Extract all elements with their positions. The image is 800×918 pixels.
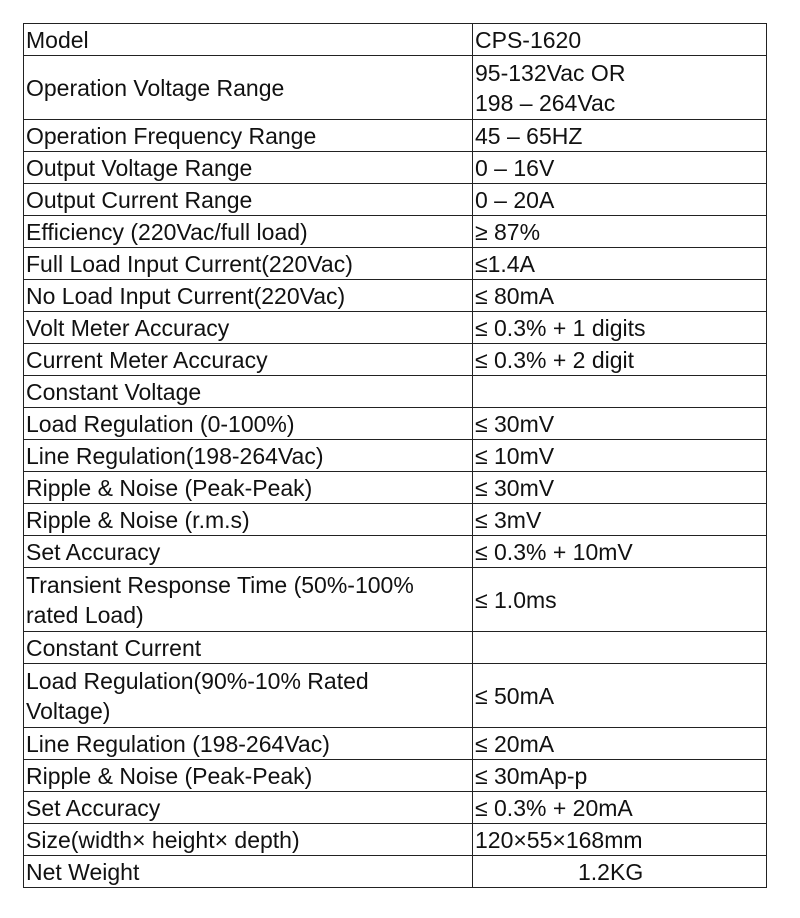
value-cell: ≤ 80mA [473,280,767,312]
section-row-constant-current [24,632,767,664]
param-cell: Size(width× height× depth) [24,824,473,856]
table-row [24,728,767,760]
table-row [24,248,767,280]
value-cell: ≤ 3mV [473,504,767,536]
value-cell: ≤ 30mAp-p [473,760,767,792]
param-cell: Load Regulation (0-100%) [24,408,473,440]
table-row [24,152,767,184]
param-cell: Net Weight [24,856,473,888]
param-cell: Ripple & Noise (Peak-Peak) [24,472,473,504]
param-cell: Transient Response Time (50%-100% rated Load) [24,568,473,632]
table-row [24,504,767,536]
value-cell: 1.2KG [473,856,767,888]
param-cell: Ripple & Noise (r.m.s) [24,504,473,536]
param-cell: Volt Meter Accuracy [24,312,473,344]
param-cell: Line Regulation(198-264Vac) [24,440,473,472]
param-cell: Current Meter Accuracy [24,344,473,376]
table-row [24,792,767,824]
param-cell: Operation Frequency Range [24,120,473,152]
table-row [24,472,767,504]
table-row [24,344,767,376]
value-cell: ≤ 0.3% + 2 digit [473,344,767,376]
value-cell: 45 – 65HZ [473,120,767,152]
value-cell: ≤ 30mV [473,472,767,504]
table-row [24,568,767,632]
value-cell: CPS-1620 [473,24,767,56]
table-row [24,280,767,312]
param-cell: Line Regulation (198-264Vac) [24,728,473,760]
param-cell: Full Load Input Current(220Vac) [24,248,473,280]
table-row [24,536,767,568]
param-cell: Ripple & Noise (Peak-Peak) [24,760,473,792]
section-row-constant-voltage [24,376,767,408]
value-cell [473,376,767,408]
param-cell: Output Voltage Range [24,152,473,184]
section-heading-cell: Constant Voltage [24,376,473,408]
value-cell: ≤1.4A [473,248,767,280]
value-cell: ≤ 30mV [473,408,767,440]
param-cell: No Load Input Current(220Vac) [24,280,473,312]
section-heading-cell: Constant Current [24,632,473,664]
spec-table-body [24,24,767,888]
spec-table [23,23,767,888]
param-cell: Model [24,24,473,56]
value-cell: 120×55×168mm [473,824,767,856]
value-cell: ≥ 87% [473,216,767,248]
param-cell: Set Accuracy [24,792,473,824]
value-cell: ≤ 0.3% + 20mA [473,792,767,824]
table-row [24,56,767,120]
value-cell: 95-132Vac OR 198 – 264Vac [473,56,767,120]
table-row [24,664,767,728]
param-cell: Set Accuracy [24,536,473,568]
value-cell: ≤ 50mA [473,664,767,728]
param-cell: Operation Voltage Range [24,56,473,120]
value-cell: 0 – 20A [473,184,767,216]
param-cell: Efficiency (220Vac/full load) [24,216,473,248]
value-cell: ≤ 10mV [473,440,767,472]
table-row [24,760,767,792]
table-row [24,120,767,152]
value-cell: 0 – 16V [473,152,767,184]
table-row [24,856,767,888]
value-cell: ≤ 0.3% + 1 digits [473,312,767,344]
value-cell: ≤ 1.0ms [473,568,767,632]
table-row [24,440,767,472]
value-cell: ≤ 20mA [473,728,767,760]
table-row [24,312,767,344]
param-cell: Output Current Range [24,184,473,216]
value-cell [473,632,767,664]
value-cell: ≤ 0.3% + 10mV [473,536,767,568]
table-row [24,824,767,856]
table-row [24,24,767,56]
param-cell: Load Regulation(90%-10% Rated Voltage) [24,664,473,728]
table-row [24,184,767,216]
table-row [24,408,767,440]
table-row [24,216,767,248]
